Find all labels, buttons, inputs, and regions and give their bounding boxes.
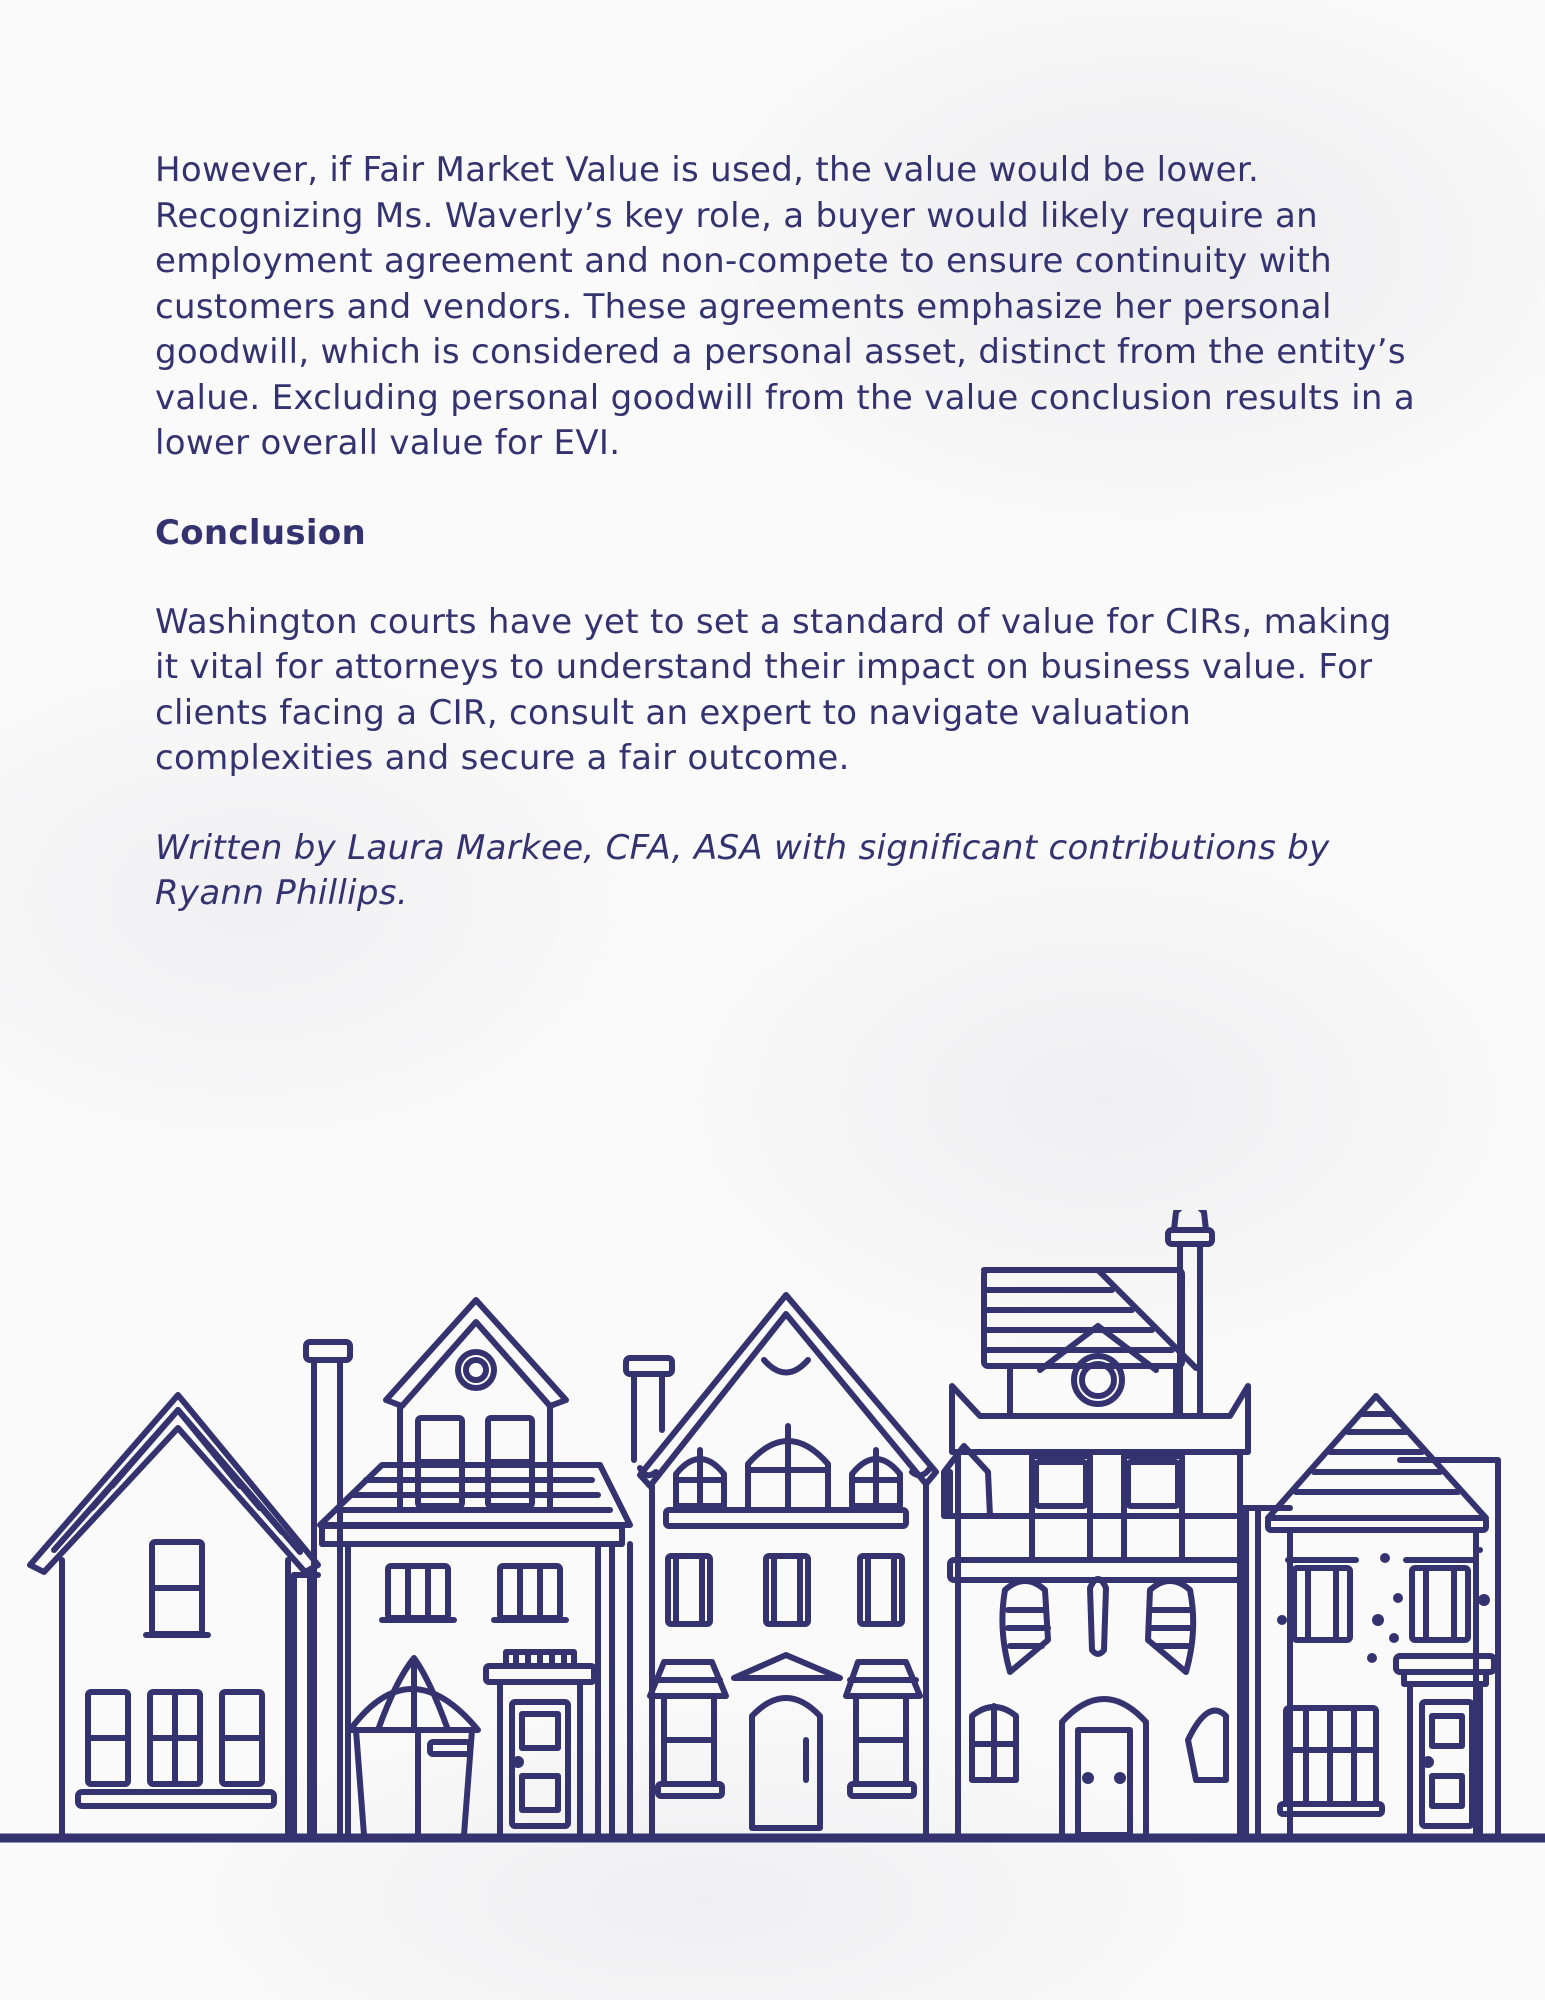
paragraph-conclusion: Washington courts have yet to set a standard of value for CIRs, making it vital for attorneys to understand their impact on business value. For clients facing a CIR, consult an expert to navigate valuation complexities and secure a fair outcome.	[155, 601, 1392, 778]
author-byline: Written by Laura Markee, CFA, ASA with significant contributions by Ryann Phillips.	[155, 827, 1330, 913]
house-4	[944, 1210, 1248, 1835]
conclusion-heading: Conclusion	[155, 512, 366, 553]
house-3	[626, 1295, 936, 1835]
row-of-houses-illustration	[0, 1210, 1545, 1850]
article-body	[155, 148, 1415, 917]
house-5	[1242, 1396, 1498, 1835]
house-1	[30, 1395, 318, 1835]
house-2	[306, 1300, 630, 1835]
paragraph-fair-market-value: However, if Fair Market Value is used, the value would be lower. Recognizing Ms. Waverly’s key role, a buyer would likely require an employment agreement and non-compete to ensure continuity with customers and vendors. These agreements emphasize her personal goodwill, which is considered a personal asset, distinct from the entity’s value. Excluding personal goodwill from the value conclusion results in a lower overall value for EVI.	[155, 150, 1416, 463]
